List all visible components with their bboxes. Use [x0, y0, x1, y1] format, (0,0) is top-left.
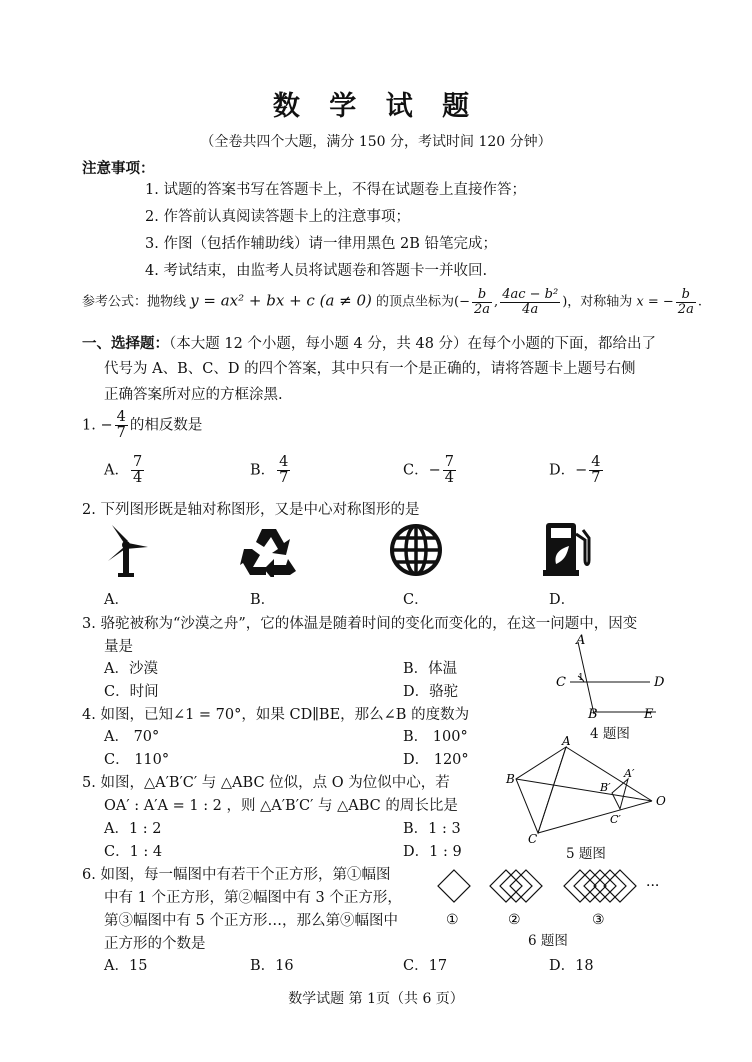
section1-line1: （本大题 12 个小题，每小题 4 分，共 48 分）在每个小题的下面，都给出了: [169, 336, 657, 352]
wind-turbine-icon: [98, 523, 154, 579]
parabola-equation: y = ax² + bx + c (a ≠ 0): [190, 291, 372, 310]
q6-ellipsis: ···: [646, 878, 660, 894]
fuel-pump-icon: [543, 520, 593, 578]
q6-figure: [432, 866, 672, 932]
q5-label-c1: C′: [610, 813, 621, 826]
q5-option-d[interactable]: D．1 : 9: [403, 844, 462, 860]
q1-option-a[interactable]: A． $\frac{7}{4}$: [104, 454, 143, 487]
question-3-line1: 3. 骆驼被称为“沙漠之舟”，它的体温是随着时间的变化而变化的，在这一问题中，因变: [82, 616, 638, 632]
q4-option-a[interactable]: A． 70°: [104, 729, 160, 745]
q5-label-o: O: [656, 794, 666, 808]
q1-stem-fraction: $\frac{4}{7}$: [116, 409, 126, 442]
q5-option-c[interactable]: C．1 : 4: [104, 844, 163, 860]
q5-option-a[interactable]: A．1 : 2: [104, 821, 162, 837]
globe-icon: [388, 522, 444, 578]
page-title: 数 学 试 题: [272, 91, 480, 122]
q3-option-a[interactable]: A．沙漠: [104, 661, 158, 677]
q1-option-c[interactable]: C．− $\frac{7}{4}$: [403, 454, 454, 487]
vertex-x-fraction: $\frac{b}{2a}$: [474, 287, 491, 317]
formula-prefix: 参考公式：抛物线: [82, 294, 187, 310]
section1-line3: 正确答案所对应的方框涂黑.: [104, 387, 283, 403]
notice-item-1: 1. 试题的答案书写在答题卡上，不得在试题卷上直接作答；: [145, 182, 526, 198]
question-4-stem: 4. 如图，已知∠1 = 70°，如果 CD∥BE，那么∠B 的度数为: [82, 707, 470, 723]
axis-fraction: $\frac{b}{2a}$: [677, 287, 694, 317]
q4-label-angle1: 1: [578, 673, 584, 683]
q5-label-b1: B′: [600, 781, 611, 794]
q4-label-d: D: [654, 675, 665, 690]
axis-text: )，对称轴为: [562, 294, 633, 310]
notice-item-4: 4. 考试结束，由监考人员将试题卷和答题卡一并收回.: [145, 263, 488, 279]
q2-option-c[interactable]: C．: [403, 592, 429, 608]
question-6-line1: 6. 如图，每一幅图中有若干个正方形，第①幅图: [82, 867, 391, 883]
q4-option-d[interactable]: D． 120°: [403, 752, 469, 768]
q6-option-a[interactable]: A．15: [104, 958, 148, 974]
question-3-line2: 量是: [104, 639, 133, 655]
q5-label-b: B: [506, 772, 515, 786]
q4-label-c: C: [556, 675, 566, 690]
question-1-stem: 1. − $\frac{4}{7}$ 的相反数是: [82, 409, 203, 442]
q4-option-b[interactable]: B． 100°: [403, 729, 468, 745]
q3-option-b[interactable]: B．体温: [403, 661, 458, 677]
reference-formula: 参考公式：抛物线 y = ax² + bx + c (a ≠ 0) 的顶点坐标为(− $\frac{b}{2a}$ , $\frac{\text{4ac − b²}}{4a}$ )，对称轴为 x = − $\frac{b}{2a}$ .: [82, 287, 702, 317]
page-subtitle: （全卷共四个大题，满分 150 分，考试时间 120 分钟）: [200, 134, 552, 150]
q2-option-d[interactable]: D．: [549, 592, 576, 608]
question-6-line3: 第③幅图中有 5 个正方形…，那么第⑨幅图中: [104, 913, 398, 929]
q5-label-c: C: [528, 832, 538, 846]
q6-option-b[interactable]: B．16: [250, 958, 294, 974]
q5-caption: 5 题图: [566, 846, 606, 862]
question-6-line4: 正方形的个数是: [104, 936, 206, 952]
recycle-icon: [240, 525, 298, 577]
question-2-stem: 2. 下列图形既是轴对称图形，又是中心对称图形的是: [82, 502, 420, 518]
q6-label-3: ③: [592, 912, 605, 928]
q6-label-1: ①: [446, 912, 459, 928]
q6-option-d[interactable]: D．18: [549, 958, 594, 974]
q6-option-c[interactable]: C．17: [403, 958, 448, 974]
q4-label-a: A: [576, 633, 586, 648]
section1-label: 一、选择题：: [82, 335, 169, 352]
section1-intro: [82, 332, 656, 353]
q4-label-e: E: [644, 707, 654, 722]
q3-option-c[interactable]: C．时间: [104, 684, 159, 700]
q5-label-a1: A′: [624, 767, 635, 780]
q6-label-2: ②: [508, 912, 521, 928]
question-5-line2: OA′ : A′A = 1 : 2 ，则 △A′B′C′ 与 △ABC 的周长比是: [104, 798, 458, 814]
section1-line2: 代号为 A、B、C、D 的四个答案，其中只有一个是正确的，请将答题卡上题号右侧: [104, 361, 636, 377]
q4-caption: 4 题图: [590, 726, 630, 742]
notice-item-2: 2. 作答前认真阅读答题卡上的注意事项；: [145, 209, 410, 225]
question-5-line1: 5. 如图，△A′B′C′ 与 △ABC 位似，点 O 为位似中心，若: [82, 775, 450, 791]
axis-equation: x = −: [636, 294, 674, 310]
q2-option-a[interactable]: A．: [104, 592, 129, 608]
q1-option-b[interactable]: B． $\frac{4}{7}$: [250, 454, 289, 487]
vertex-text: 的顶点坐标为(: [376, 294, 460, 310]
question-6-line2: 中有 1 个正方形，第②幅图中有 3 个正方形，: [104, 890, 402, 906]
notice-item-3: 3. 作图（包括作辅助线）请一律用黑色 2B 铅笔完成；: [145, 236, 498, 252]
q5-option-b[interactable]: B．1 : 3: [403, 821, 461, 837]
q5-label-a: A: [562, 735, 571, 748]
vertex-y-fraction: $\frac{\text{4ac − b²}}{4a}$: [502, 287, 559, 317]
q5-figure: [500, 735, 680, 847]
q4-figure: [548, 632, 678, 722]
page-footer: 数学试题 第 1页（共 6 页）: [288, 991, 464, 1007]
q3-option-d[interactable]: D．骆驼: [403, 684, 459, 700]
q4-option-c[interactable]: C． 110°: [104, 752, 170, 768]
q6-caption: 6 题图: [528, 933, 568, 949]
q1-option-d[interactable]: D．− $\frac{4}{7}$: [549, 454, 601, 487]
q4-label-b: B: [588, 707, 598, 722]
notice-heading: 注意事项：: [82, 160, 155, 177]
q2-option-b[interactable]: B．: [250, 592, 276, 608]
